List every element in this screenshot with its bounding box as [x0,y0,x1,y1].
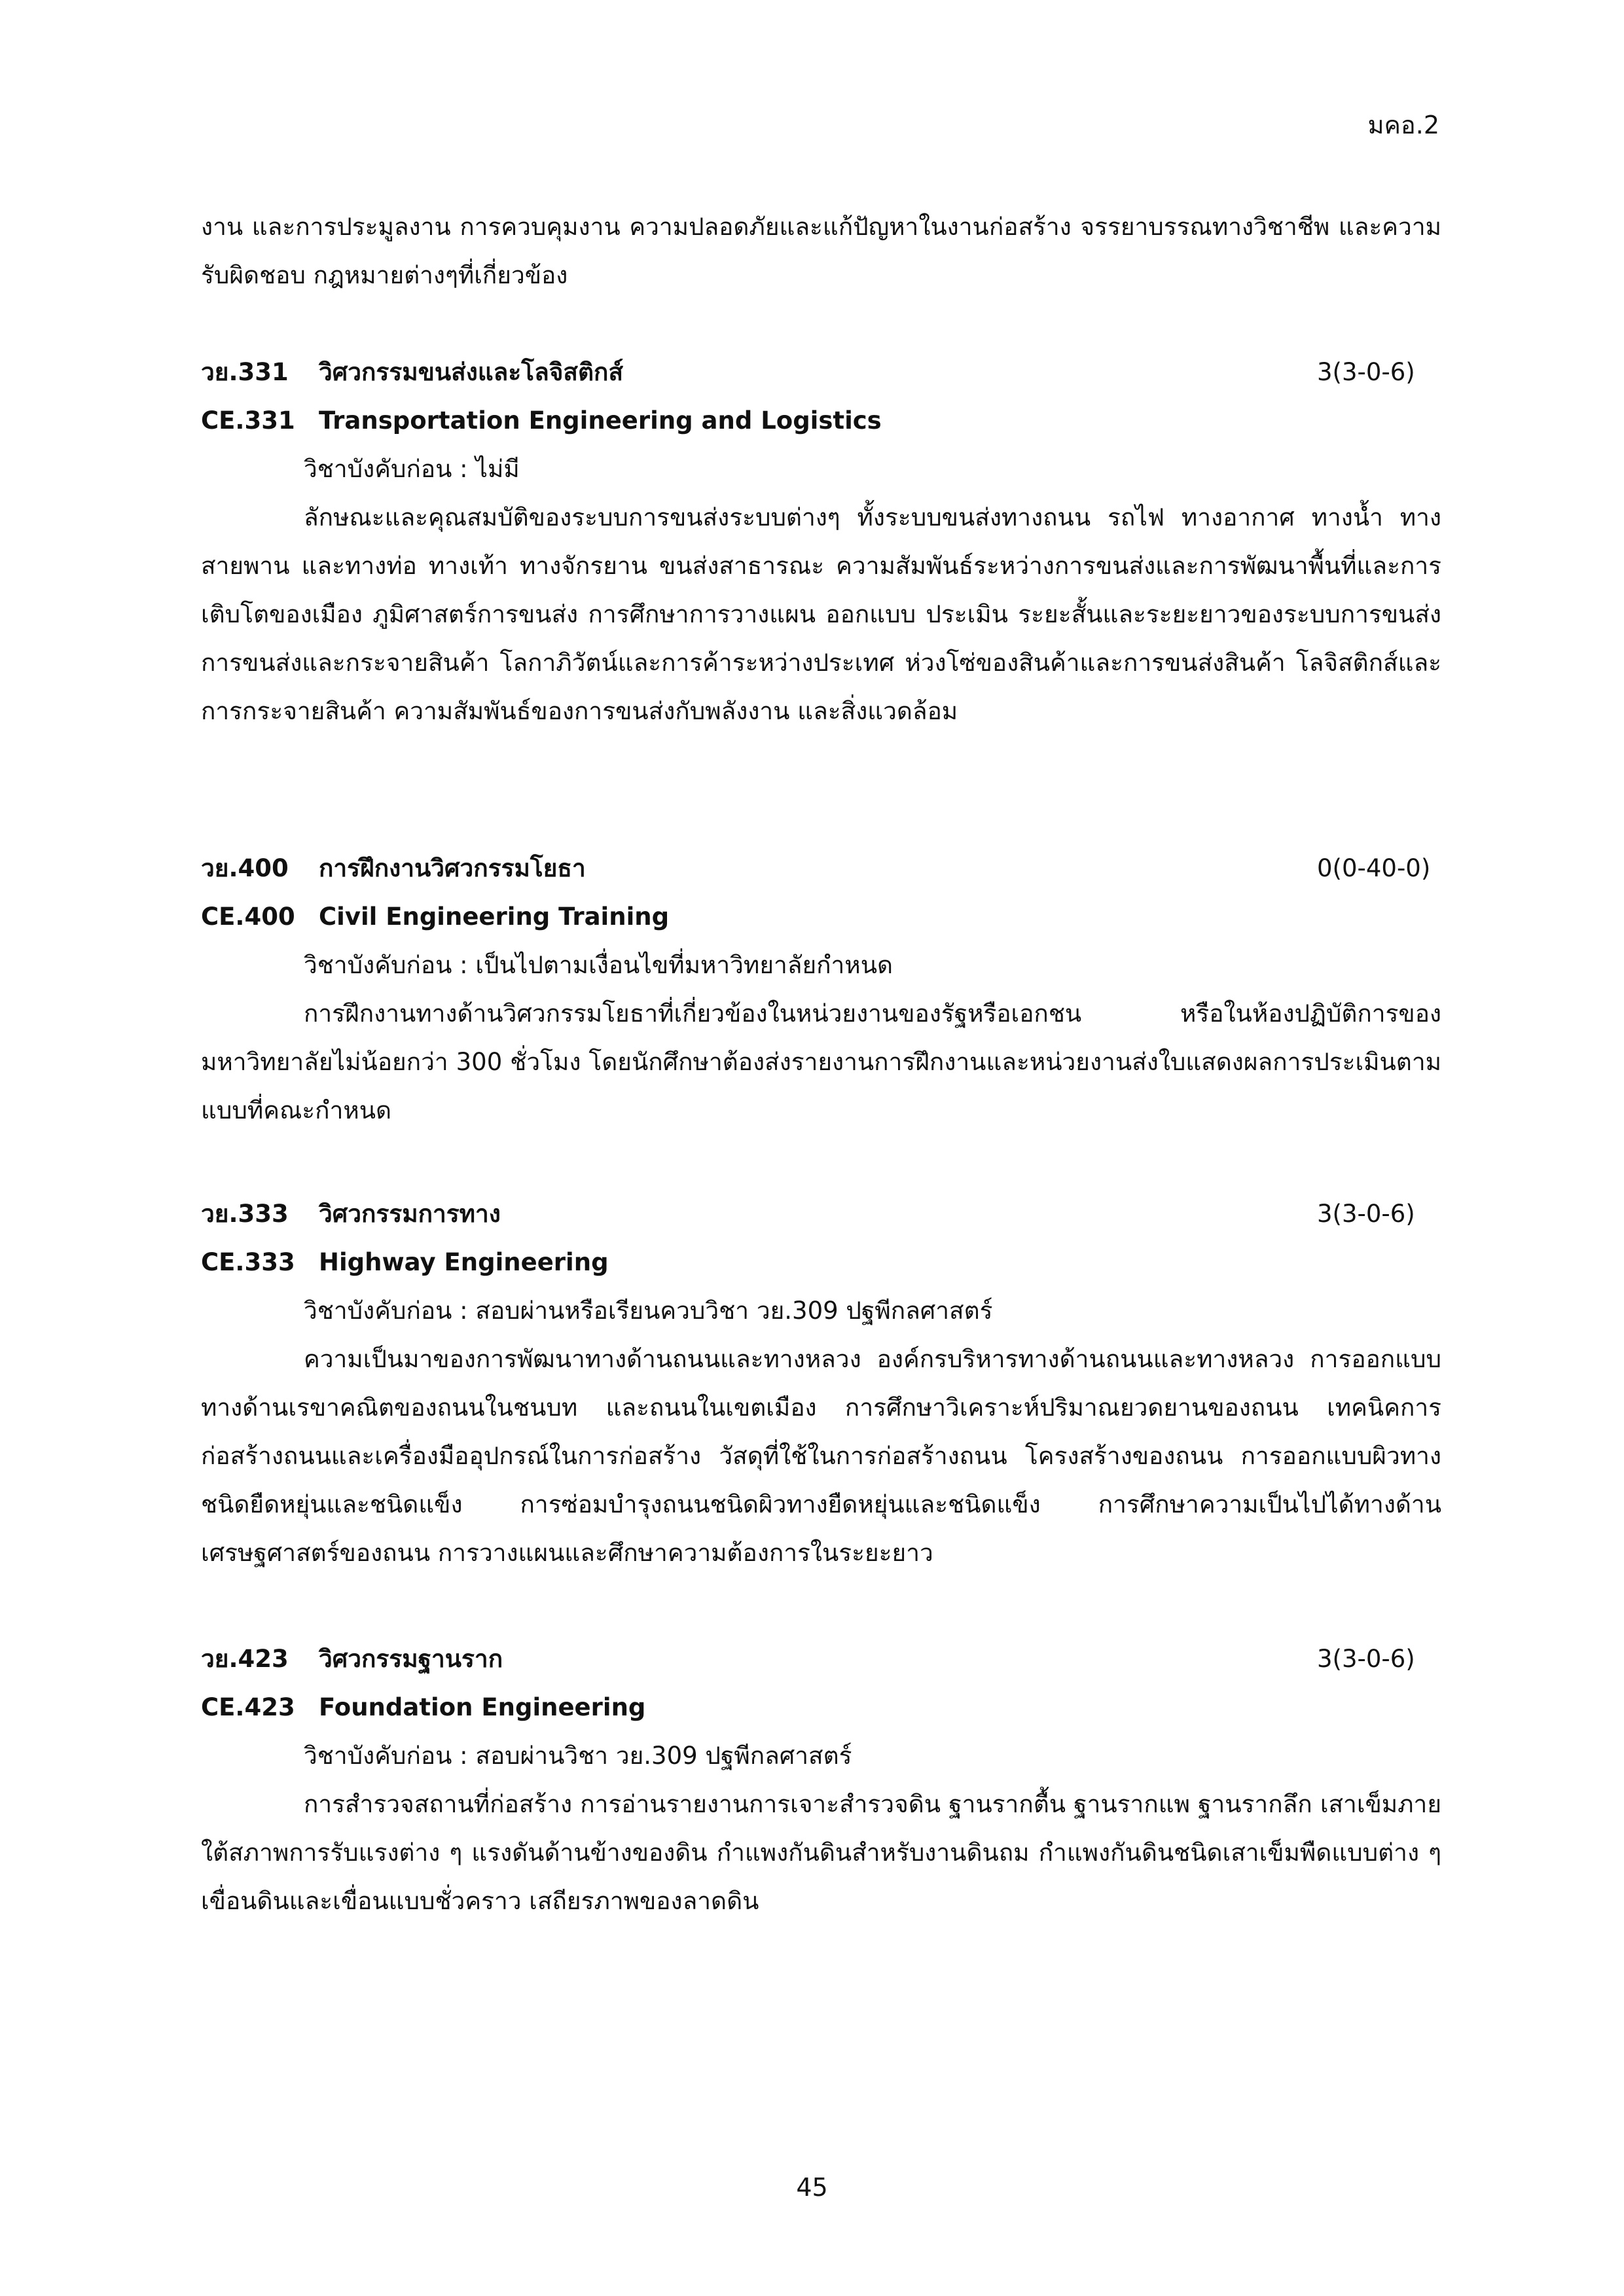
course-heading [201,1635,1441,1683]
course-block [201,1190,1441,1577]
course-title-th: วิศวกรรมการทาง [319,1200,501,1228]
course-heading [201,844,1441,893]
course-code-th: วย.331 [201,358,289,386]
course-credits: 3(3-0-6) [1317,1645,1415,1673]
course-block [201,1635,1441,1926]
intro-paragraph: งาน และการประมูลงาน การควบคุมงาน ความปลอดภัยและแก้ปัญหาในงานก่อสร้าง จรรยาบรรณทางวิชาชีพ และความรับผิดชอบ กฎหมายต่างๆที่เกี่ยวข้อง [201,213,1441,289]
course-description: การฝึกงานทางด้านวิศวกรรมโยธาที่เกี่ยวข้องในหน่วยงานของรัฐหรือเอกชน หรือในห้องปฏิบัติการของมหาวิทยาลัยไม่น้อยกว่า 300 ชั่วโมง โดยนักศึกษาต้องส่งรายงานการฝึกงานและหน่วยงานส่งใบแสดงผลการประเมินตามแบบที่คณะกำหนด [201,999,1441,1124]
page-number: 45 [796,2173,828,2202]
course-code-en: CE.423 [201,1693,295,1721]
course-title-th: วิศวกรรมขนส่งและโลจิสติกส์ [319,358,624,386]
course-title-en: Foundation Engineering [319,1693,646,1721]
course-title-en-line [201,893,1441,941]
course-title-th-line [201,348,623,397]
course-code-th: วย.333 [201,1200,289,1228]
course-title-th: การฝึกงานวิศวกรรมโยธา [319,854,586,882]
course-prerequisite: วิชาบังคับก่อน : สอบผ่านวิชา วย.309 ปฐพีกลศาสตร์ [304,1742,852,1770]
course-title-en: Civil Engineering Training [319,903,670,931]
course-credits: 3(3-0-6) [1317,1200,1415,1228]
course-credits: 0(0-40-0) [1317,854,1431,882]
course-prerequisite: วิชาบังคับก่อน : ไม่มี [304,455,520,483]
course-title-th-line [201,844,586,893]
course-code-en: CE.331 [201,406,295,435]
course-prerequisite: วิชาบังคับก่อน : สอบผ่านหรือเรียนควบวิชา วย.309 ปฐพีกลศาสตร์ [304,1297,993,1325]
course-description: ลักษณะและคุณสมบัติของระบบการขนส่งระบบต่างๆ ทั้งระบบขนส่งทางถนน รถไฟ ทางอากาศ ทางน้ำ ทางสายพาน และทางท่อ ทางเท้า ทางจักรยาน ขนส่งสาธารณะ ความสัมพันธ์ระหว่างการขนส่งและการพัฒนาพื้นที่และการเติบโตของเมือง ภูมิศาสตร์การขนส่ง การศึกษาการวางแผน ออกแบบ ประเมิน ระยะสั้นและระยะยาวของระบบการขนส่ง การขนส่งและกระจายสินค้า โลกาภิวัตน์และการค้าระหว่างประเทศ ห่วงโซ่ของสินค้าและการขนส่งสินค้า โลจิสติกส์และการกระจายสินค้า ความสัมพันธ์ของการขนส่งกับพลังงาน และสิ่งแวดล้อม [201,503,1441,725]
course-title-en: Highway Engineering [319,1248,609,1276]
course-title-th-line [201,1635,503,1683]
course-code-th: วย.400 [201,854,289,882]
course-code-en: CE.400 [201,903,295,931]
course-prerequisite: วิชาบังคับก่อน : เป็นไปตามเงื่อนไขที่มหาวิทยาลัยกำหนด [304,951,893,979]
course-block [201,844,1441,1135]
course-block [201,348,1441,736]
course-title-en: Transportation Engineering and Logistics [319,406,882,435]
course-description: การสำรวจสถานที่ก่อสร้าง การอ่านรายงานการเจาะสำรวจดิน ฐานรากตื้น ฐานรากแพ ฐานรากลึก เสาเข็มภายใต้สภาพการรับแรงต่าง ๆ แรงดันด้านข้างของดิน กำแพงกันดินสำหรับงานดินถม กำแพงกันดินชนิดเสาเข็มพืดแบบต่าง ๆ เขื่อนดินและเขื่อนแบบชั่วคราว เสถียรภาพของลาดดิน [201,1790,1441,1915]
course-code-th: วย.423 [201,1645,289,1673]
course-credits: 3(3-0-6) [1317,358,1415,386]
course-title-th: วิศวกรรมฐานราก [319,1645,503,1673]
course-heading [201,1190,1441,1238]
course-title-en-line [201,1238,1441,1287]
course-code-en: CE.333 [201,1248,295,1276]
course-title-en-line [201,1683,1441,1732]
course-title-en-line [201,397,1441,445]
course-heading [201,348,1441,397]
course-description: ความเป็นมาของการพัฒนาทางด้านถนนและทางหลวง องค์กรบริหารทางด้านถนนและทางหลวง การออกแบบทางด้านเรขาคณิตของถนนในชนบท และถนนในเขตเมือง การศึกษาวิเคราะห์ปริมาณยวดยานของถนน เทคนิคการก่อสร้างถนนและเครื่องมืออุปกรณ์ในการก่อสร้าง วัสดุที่ใช้ในการก่อสร้างถนน โครงสร้างของถนน การออกแบบผิวทางชนิดยืดหยุ่นและชนิดแข็ง การซ่อมบำรุงถนนชนิดผิวทางยืดหยุ่นและชนิดแข็ง การศึกษาความเป็นไปได้ทางด้านเศรษฐศาสตร์ของถนน การวางแผนและศึกษาความต้องการในระยะยาว [201,1345,1441,1567]
course-title-th-line [201,1190,501,1238]
document-code: มคอ.2 [1367,111,1439,139]
